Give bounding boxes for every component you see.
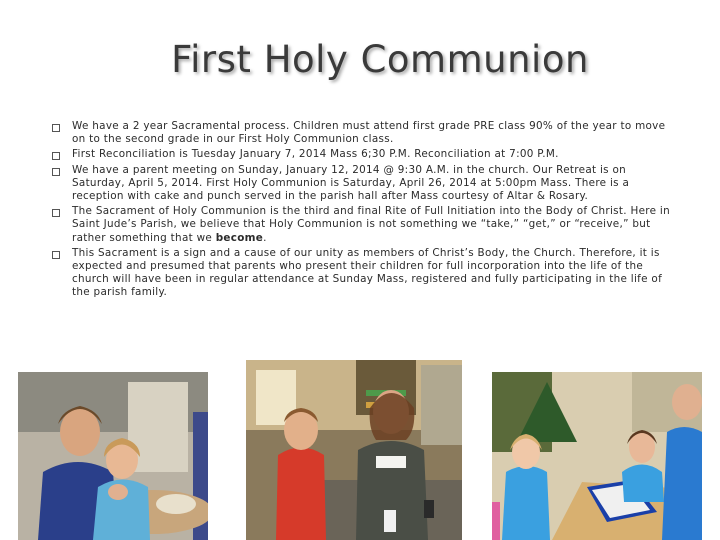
bullet-box-icon <box>52 209 60 217</box>
bullet-text-after: . <box>263 231 267 244</box>
photo-mother-daughter <box>18 372 208 540</box>
bullet-text: This Sacrament is a sign and a cause of our unity as members of Christ’s Body, the Church. Therefore, it is expected and presumed that parents who present their children for full incorporation into the life of the church will have been in regular attendance at Sunday Mass, registered and fully participating in the life of the parish family. <box>72 246 663 299</box>
bullet-text: We have a parent meeting on Sunday, January 12, 2014 @ 9:30 A.M. in the church. Our Retreat is on Saturday, April 5, 2014. First Holy Communion is Saturday, April 26, 2014 at 5:00pm Mass. There is a reception with cake and punch served in the parish hall after Mass courtesy of Altar & Rosary. <box>72 163 630 203</box>
bullet-box-icon <box>52 152 60 160</box>
bullet-list <box>52 120 680 302</box>
bullet-item <box>52 247 680 300</box>
photo-classroom-table <box>246 360 462 540</box>
bullet-box-icon <box>52 124 60 132</box>
bullet-item <box>52 164 680 204</box>
bullet-box-icon <box>52 168 60 176</box>
bullet-text-before: The Sacrament of Holy Communion is the third and final Rite of Full Initiation into the Body of Christ. Here in Saint Jude’s Parish, we believe that Holy Communion is not something we “take,” “get,” or “receive,” but rather something that we <box>72 205 670 244</box>
photo-children-classroom <box>492 372 702 540</box>
bullet-bold-word: become <box>215 231 264 244</box>
bullet-item <box>52 205 680 245</box>
slide-title: First Holy Communion <box>171 38 589 81</box>
bullet-text: First Reconciliation is Tuesday January 7, 2014 Mass 6;30 P.M. Reconciliation at 7:00 P.M. <box>72 148 559 161</box>
bullet-item <box>52 148 680 161</box>
bullet-text: We have a 2 year Sacramental process. Children must attend first grade PRE class 90% of the year to move on to the second grade in our First Holy Communion class. <box>72 120 666 146</box>
bullet-box-icon <box>52 251 60 259</box>
bullet-item <box>52 120 680 146</box>
